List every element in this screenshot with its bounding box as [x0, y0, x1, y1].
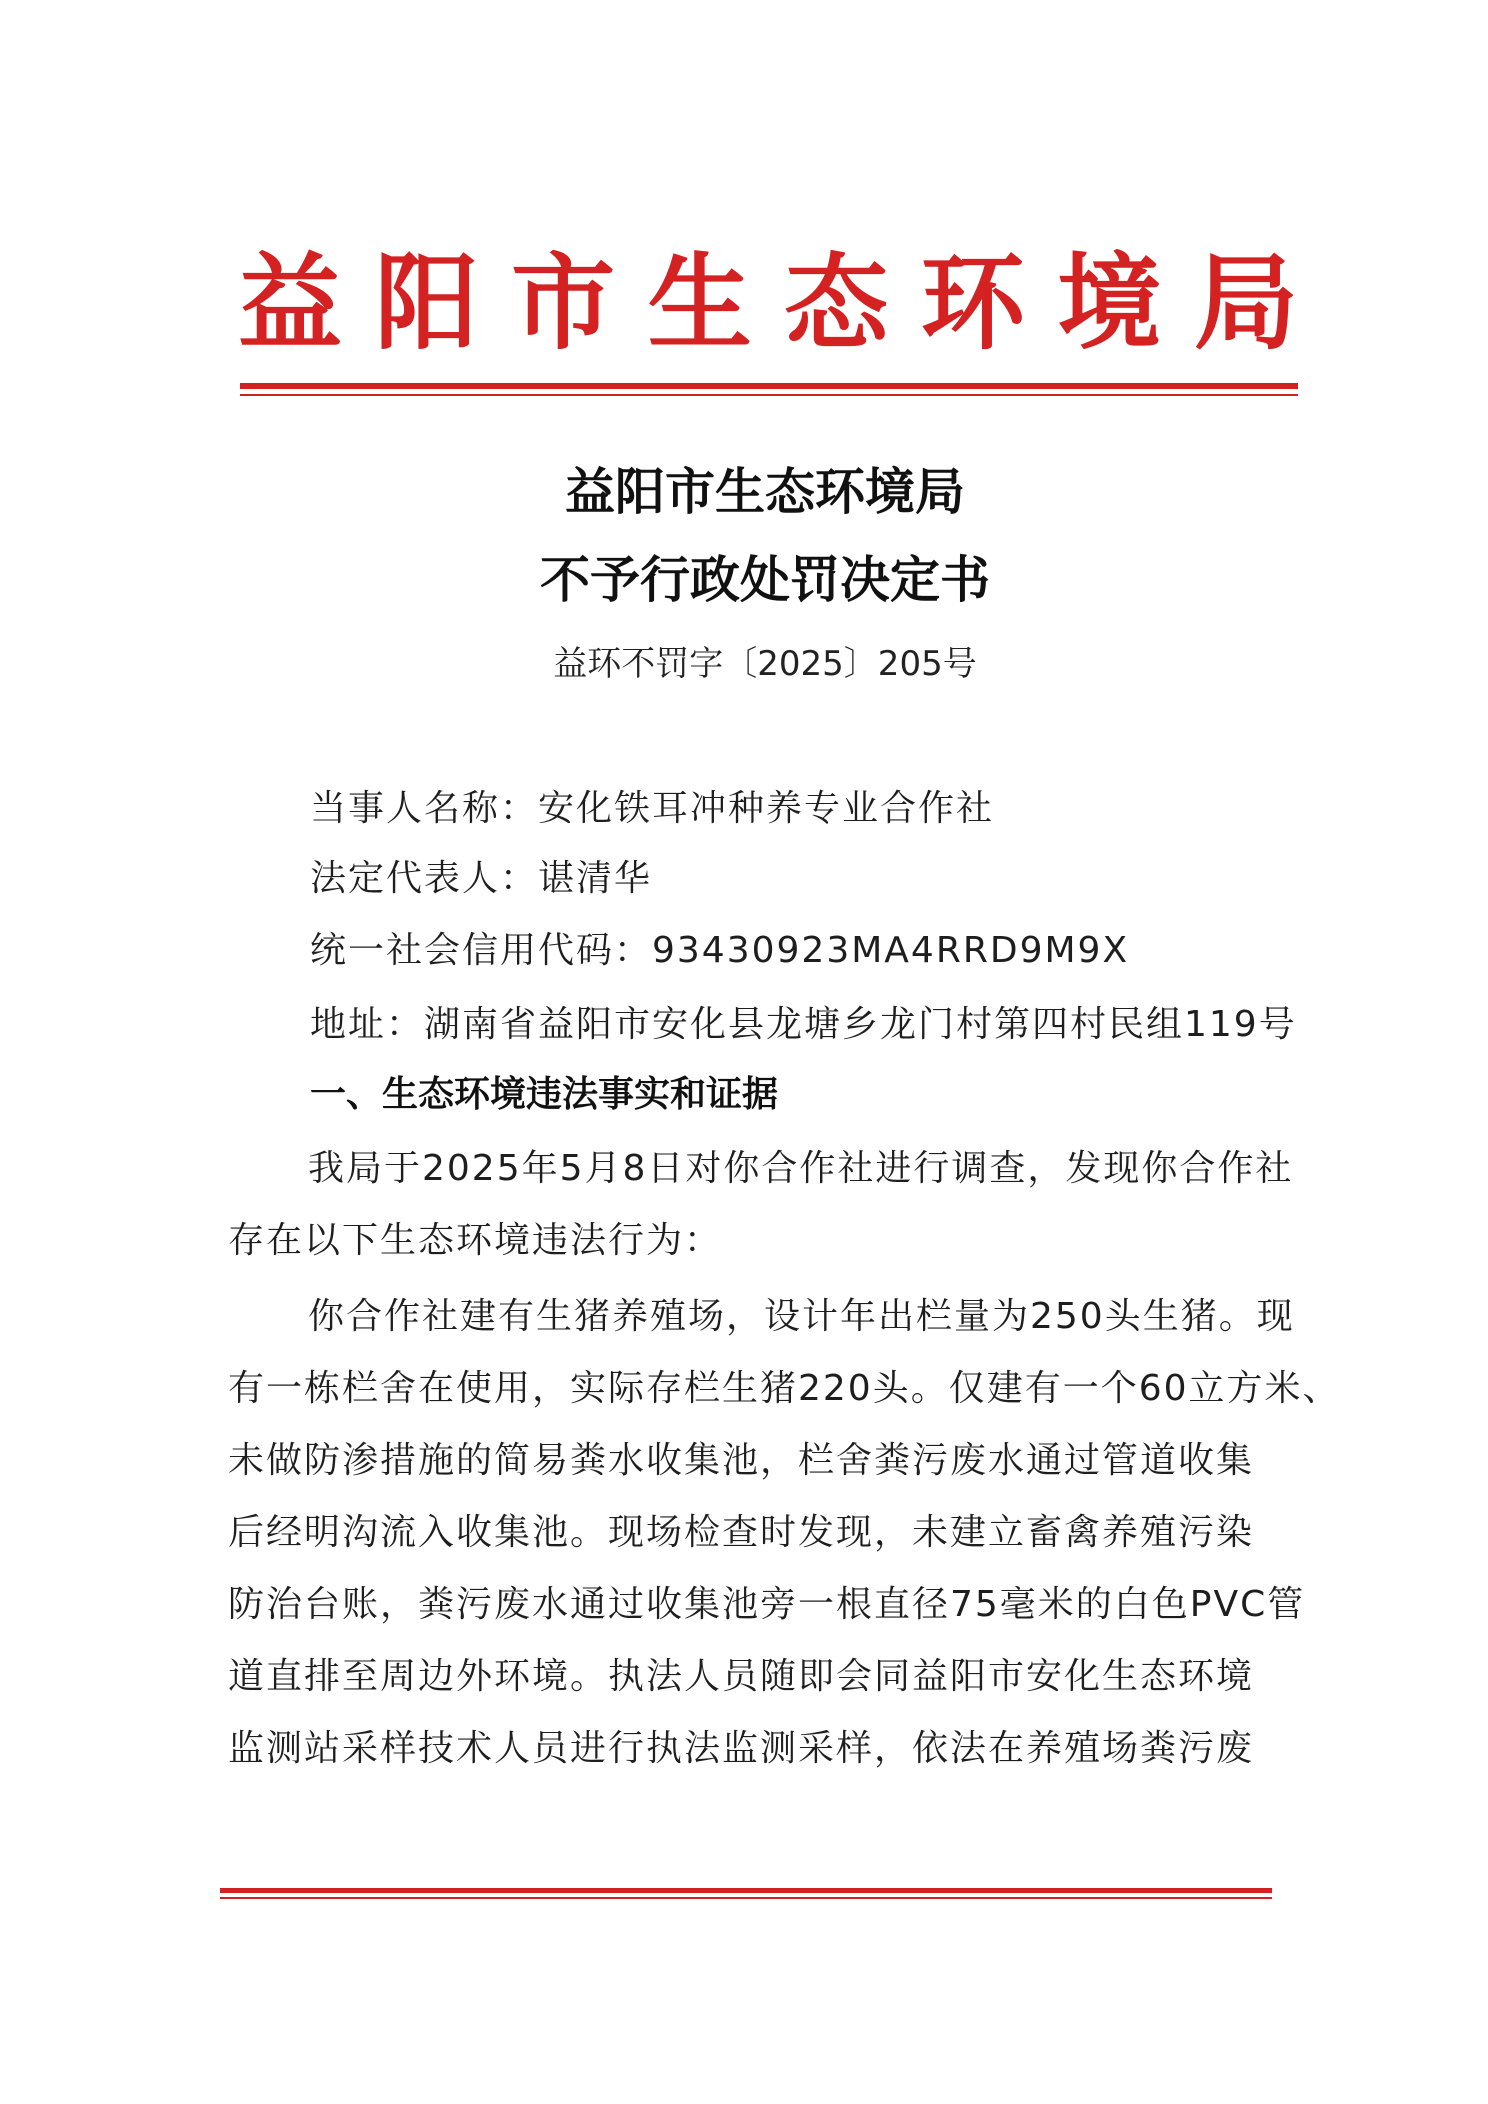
- paragraph-line: 监测站采样技术人员进行执法监测采样，依法在养殖场粪污废: [228, 1728, 1255, 1769]
- section-heading: 一、生态环境违法事实和证据: [310, 1074, 779, 1115]
- letterhead-char: 市: [511, 241, 616, 364]
- letterhead-char: 生: [647, 241, 752, 364]
- party-name-field: 当事人名称：安化铁耳冲种养专业合作社: [310, 788, 995, 829]
- letterhead-char: 环: [920, 241, 1025, 364]
- document-title-line-1: 益阳市生态环境局: [565, 462, 965, 521]
- letterhead-divider: [240, 383, 1298, 389]
- letterhead-char: 阳: [374, 241, 479, 364]
- letterhead-char: 境: [1057, 241, 1162, 364]
- paragraph-line: 道直排至周边外环境。执法人员随即会同益阳市安化生态环境: [228, 1656, 1255, 1697]
- paragraph-line: 你合作社建有生猪养殖场，设计年出栏量为250头生猪。现: [308, 1296, 1295, 1337]
- paragraph-line: 防治台账，粪污废水通过收集池旁一根直径75毫米的白色PVC管: [228, 1584, 1306, 1625]
- paragraph-line: 我局于2025年5月8日对你合作社进行调查，发现你合作社: [308, 1148, 1294, 1189]
- document-title-line-2: 不予行政处罚决定书: [540, 550, 990, 609]
- paragraph-line: 存在以下生态环境违法行为：: [228, 1220, 723, 1261]
- paragraph-line: 有一栋栏舍在使用，实际存栏生猪220头。仅建有一个60立方米、: [228, 1368, 1341, 1409]
- footer-divider: [220, 1888, 1272, 1893]
- letterhead-char: 态: [784, 241, 889, 364]
- letterhead-divider-thin: [240, 394, 1298, 396]
- paragraph-line: 未做防渗措施的简易粪水收集池，栏舍粪污废水通过管道收集: [228, 1440, 1255, 1481]
- credit-code-field: 统一社会信用代码：93430923MA4RRD9M9X: [310, 930, 1130, 971]
- address-field: 地址：湖南省益阳市安化县龙塘乡龙门村第四村民组119号: [310, 1004, 1297, 1045]
- letterhead-char: 益: [238, 241, 343, 364]
- letterhead-title: [238, 238, 1298, 368]
- letterhead-char: 局: [1193, 241, 1298, 364]
- footer-divider-thin: [220, 1897, 1272, 1899]
- paragraph-line: 后经明沟流入收集池。现场检查时发现，未建立畜禽养殖污染: [228, 1512, 1255, 1553]
- document-number: 益环不罚字〔2025〕205号: [553, 644, 977, 684]
- legal-representative-field: 法定代表人：谌清华: [310, 858, 653, 899]
